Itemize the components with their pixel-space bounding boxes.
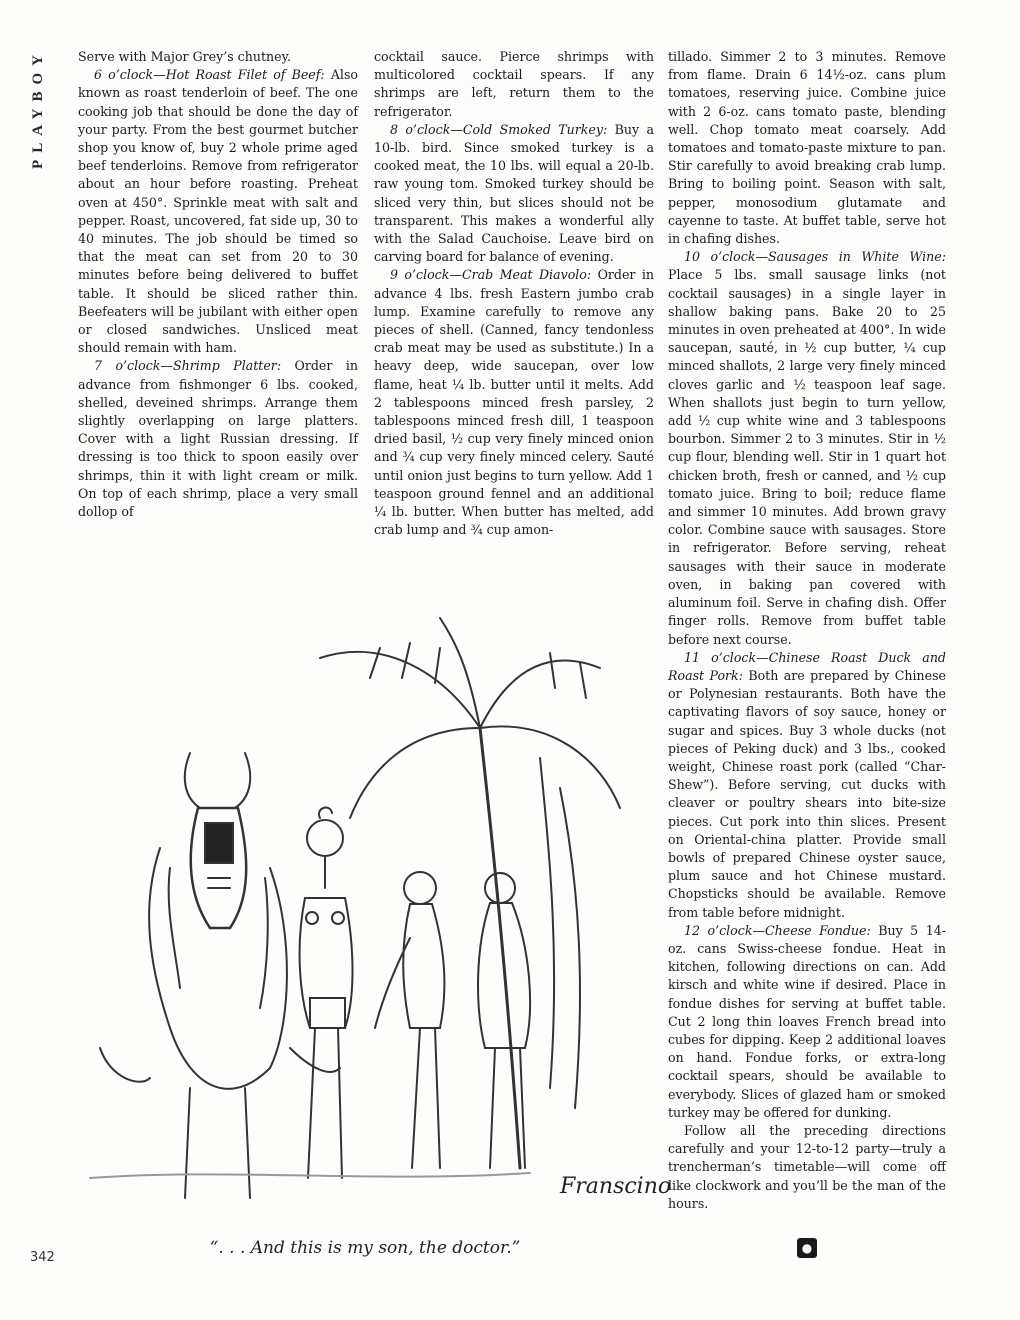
paragraph <box>78 66 358 357</box>
recipe-heading: 12 o’clock—Cheese Fondue: <box>684 922 871 938</box>
paragraph-text: Follow all the preceding directions carefully and your 12-to-12 party—truly a trencherman’s timetable—will come off like clockwork and you’ll be the man of the hours. <box>668 1122 946 1211</box>
paragraph <box>668 248 946 648</box>
paragraph <box>78 357 358 521</box>
paragraph-text: cocktail sauce. Pierce shrimps with multicolored cocktail spears. If any shrimps are left, return them to the refrigerator. <box>374 49 654 119</box>
recipe-heading: 8 o’clock—Cold Smoked Turkey: <box>390 121 608 137</box>
paragraph-text: Both are prepared by Chinese or Polynesian restaurants. Both have the captivating flavors of soy sauce, honey or sugar and spices. Buy 3 whole ducks (not pieces of Peking duck) and 3 lbs., cooked weight, Chinese roast pork (called “Char-Shew”). Before serving, cut ducks with cleaver or poultry shears into bite-size pieces. Cut pork into thin slices. Present on Oriental-china platter. Provide small bowls of prepared Chinese oyster sauce, plum sauce and hot Chinese mustard. Chopsticks should be available. Remove from table before midnight. <box>668 667 946 920</box>
cartoon-caption: “. . . And this is my son, the doctor.” <box>209 1238 521 1258</box>
recipe-heading: 6 o’clock—Hot Roast Filet of Beef: <box>94 67 325 83</box>
paragraph <box>668 48 946 248</box>
paragraph <box>668 649 946 922</box>
masthead: PLAYBOY <box>30 48 46 169</box>
paragraph-text: Order in advance from fishmonger 6 lbs. cooked, shelled, deveined shrimps. Arrange them slightly overlapping on large platters. Cover with a light Russian dressing. If dressing is too thick to spoon easily over shrimps, thin it with light cream or milk. On top of each shrimp, place a very small dollop of <box>78 358 358 520</box>
text-column-1 <box>78 48 358 521</box>
paragraph <box>668 922 946 1122</box>
text-column-2 <box>374 48 654 539</box>
recipe-heading: 10 o’clock—Sausages in White Wine: <box>684 249 946 265</box>
paragraph-text: tillado. Simmer 2 to 3 minutes. Remove from flame. Drain 6 14½-oz. cans plum tomatoes, reserving juice. Combine juice with 2 6-oz. cans tomato paste, blending well. Chop tomato meat coarsely. Add tomatoes and tomato-paste mixture to pan. Stir carefully to avoid breaking crab lump. Bring to boiling point. Season with salt, pepper, monosodium glutamate and cayenne to taste. At buffet table, serve hot in chafing dishes. <box>668 49 946 247</box>
paragraph <box>374 48 654 121</box>
paragraph-text: Place 5 lbs. small sausage links (not cocktail sausages) in a single layer in shallow baking pans. Bake 20 to 25 minutes in oven preheated at 400°. In wide saucepan, sauté, in ½ cup butter, ¼ cup minced shallots, 2 large very finely minced cloves garlic and ½ teaspoon leaf sage. When shallots just begin to turn yellow, add ½ cup white wine and 3 tablespoons bourbon. Simmer 2 to 3 minutes. Stir in ½ cup flour, blending well. Stir in 1 quart hot chicken broth, fresh or canned, and ½ cup tomato juice. Bring to boil; reduce flame and simmer 10 minutes. Add brown gravy color. Combine sauce with sausages. Store in refrigerator. Before serving, reheat sausages with their sauce in moderate oven, in baking pan covered with aluminum foil. Serve in chafing dish. Offer finger rolls. Remove from buffet table before next course. <box>668 267 946 647</box>
recipe-heading: 7 o’clock—Shrimp Platter: <box>94 358 282 374</box>
text-column-3 <box>668 48 946 1213</box>
recipe-heading: 9 o’clock—Crab Meat Diavolo: <box>390 267 592 283</box>
paragraph-text: Serve with Major Grey’s chutney. <box>78 49 292 64</box>
paragraph-text: Buy a 10-lb. bird. Since smoked turkey is a cooked meat, the 10 lbs. will equal a 20-lb. raw young tom. Smoked turkey should be sliced very thin, but slices should not be transparent. This makes a wonderful ally with the Salad Cauchoise. Leave bird on carving board for balance of evening. <box>374 121 654 265</box>
paragraph <box>374 266 654 539</box>
recipe-heading: 11 o’clock—Chinese Roast Duck and Roast Pork: <box>668 649 946 683</box>
bunny-logo-icon: ● <box>797 1238 817 1258</box>
paragraph-text: Buy 5 14-oz. cans Swiss-cheese fondue. Heat in kitchen, following directions on can. Add kirsch and white wine if desired. Place in fondue dishes for serving at buffet table. Cut 2 long thin loaves French bread into cubes for dipping. Keep 2 additional loaves on hand. Fondue forks, or extra-long cocktail spears, should be available to everybody. Slices of glazed ham or smoked turkey may be offered for dunking. <box>668 922 946 1120</box>
paragraph <box>78 48 358 66</box>
artist-signature: Franscino <box>560 1174 672 1199</box>
page-number: 342 <box>30 1250 55 1265</box>
paragraph <box>374 121 654 267</box>
paragraph <box>668 1122 946 1213</box>
paragraph-text: Order in advance 4 lbs. fresh Eastern jumbo crab lump. Examine carefully to remove any pieces of shell. (Canned, fancy tendonless crab meat may be used as substitute.) In a heavy deep, wide saucepan, over low flame, heat ¼ lb. butter until it melts. Add 2 tablespoons minced fresh parsley, 2 tablespoons minced fresh dill, 1 teaspoon dried basil, ½ cup very finely minced onion and ¾ cup very finely minced celery. Sauté until onion just begins to turn yellow. Add 1 teaspoon ground fennel and an additional ¼ lb. butter. When butter has melted, add crab lump and ¾ cup amon- <box>374 267 655 538</box>
cartoon-illustration <box>80 608 672 1218</box>
paragraph-text: Also known as roast tenderloin of beef. The one cooking job that should be done the day of your party. From the best gourmet butcher shop you know of, buy 2 whole prime aged beef tenderloins. Remove from refrigerator about an hour before roasting. Preheat oven at 450°. Sprinkle meat with salt and pepper. Roast, uncovered, fat side up, 30 to 40 minutes. The job should be timed so that the meat can set from 20 to 30 minutes before being delivered to buffet table. It should be sliced rather thin. Beefeaters will be jubilant with either open or closed sandwiches. Unsliced meat should remain with ham. <box>78 67 358 356</box>
